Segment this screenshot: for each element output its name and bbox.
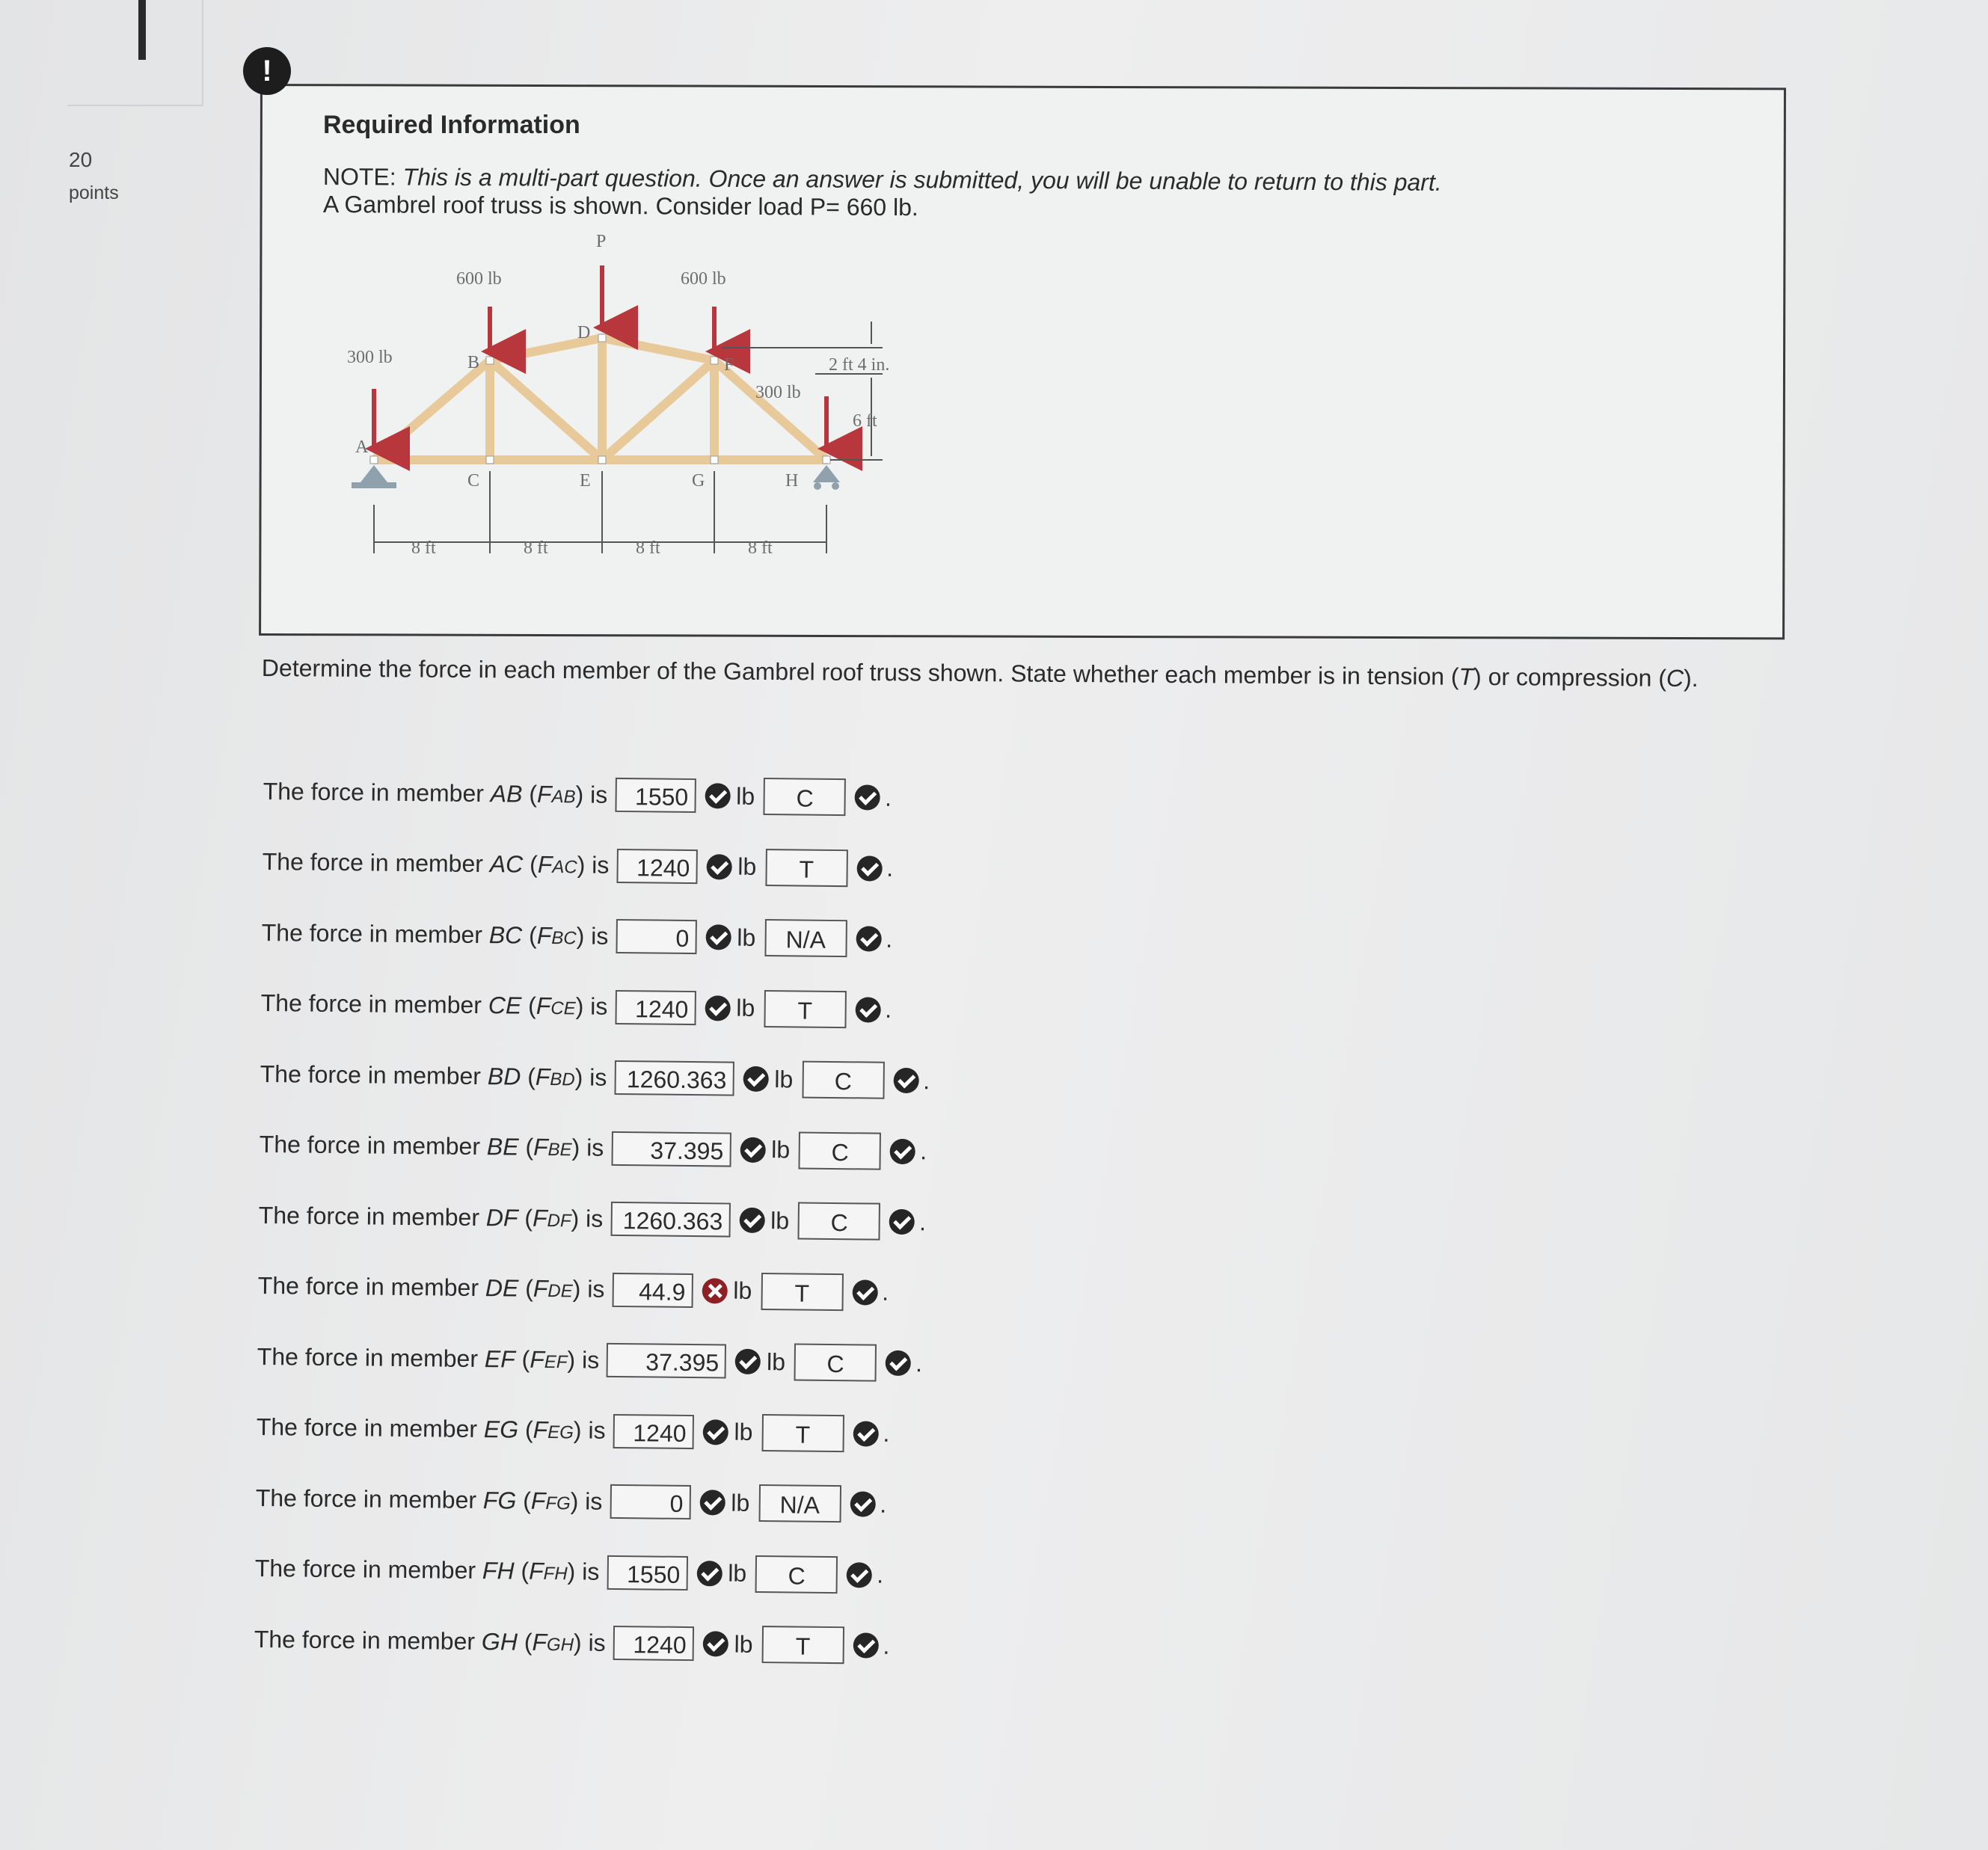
load-300-left-label: 300 lb bbox=[347, 348, 393, 367]
load-300-right-label: 300 lb bbox=[755, 383, 801, 402]
row-period: . bbox=[886, 854, 894, 882]
row-period: . bbox=[885, 995, 892, 1023]
force-unit: lb bbox=[771, 1136, 791, 1164]
joint-label-b: B bbox=[467, 353, 480, 372]
answer-row-bc bbox=[261, 912, 892, 960]
check-circle-icon bbox=[739, 1208, 764, 1233]
force-unit: lb bbox=[734, 1630, 753, 1658]
tension-compression-select[interactable]: T bbox=[764, 990, 847, 1028]
member-subscript: DE bbox=[547, 1281, 573, 1302]
tension-compression-select[interactable]: T bbox=[765, 849, 848, 887]
tension-compression-select[interactable]: T bbox=[761, 1273, 844, 1311]
force-unit: lb bbox=[770, 1206, 790, 1234]
answer-row-fh bbox=[255, 1547, 884, 1596]
member-name: CE bbox=[488, 992, 522, 1019]
member-name: GH bbox=[481, 1627, 518, 1656]
dim-span-label: 8 ft bbox=[524, 538, 548, 558]
force-value-input[interactable]: 0 bbox=[616, 919, 696, 954]
check-circle-icon bbox=[855, 784, 880, 810]
question-is: is bbox=[589, 1063, 607, 1091]
question-prefix: The force in member bbox=[257, 1271, 479, 1302]
answer-question: The force in member DF ( F DF ) is bbox=[258, 1201, 604, 1232]
check-circle-icon bbox=[705, 783, 730, 808]
force-value-input[interactable]: 1240 bbox=[616, 848, 697, 883]
force-unit: lb bbox=[737, 924, 756, 951]
member-name: DF bbox=[485, 1203, 518, 1232]
answer-row-ef bbox=[257, 1336, 922, 1384]
tension-compression-select[interactable]: T bbox=[761, 1414, 844, 1452]
load-600-right-label: 600 lb bbox=[681, 269, 726, 289]
x-circle-icon bbox=[702, 1278, 727, 1303]
joint-label-h: H bbox=[785, 471, 799, 491]
question-prefix: The force in member bbox=[254, 1625, 476, 1655]
question-prefix: The force in member bbox=[259, 1130, 481, 1161]
member-subscript: CE bbox=[550, 998, 576, 1019]
answer-question: The force in member AB ( F AB ) is bbox=[263, 777, 608, 808]
joint-label-e: E bbox=[580, 471, 591, 491]
tension-compression-select[interactable]: C bbox=[764, 778, 847, 816]
member-subscript: GH bbox=[546, 1634, 574, 1655]
check-circle-icon bbox=[702, 1631, 728, 1656]
answer-question: The force in member BE ( F BE ) is bbox=[259, 1130, 604, 1161]
member-name: BD bbox=[487, 1062, 521, 1090]
answer-row-fg bbox=[256, 1477, 887, 1525]
question-is: is bbox=[587, 1275, 605, 1303]
member-name: BE bbox=[486, 1133, 519, 1161]
instructions-tension-symbol: T bbox=[1458, 663, 1474, 690]
force-unit: lb bbox=[766, 1347, 786, 1375]
question-prefix: The force in member bbox=[263, 777, 485, 807]
force-value-input[interactable]: 1260.363 bbox=[614, 1060, 734, 1096]
check-circle-icon bbox=[856, 926, 881, 951]
question-nav-marker bbox=[138, 0, 146, 60]
question-is: is bbox=[590, 992, 608, 1020]
force-value-input[interactable]: 0 bbox=[610, 1484, 690, 1519]
force-value-input[interactable]: 1240 bbox=[613, 1413, 693, 1448]
check-circle-icon bbox=[740, 1137, 765, 1162]
member-name: AC bbox=[489, 850, 524, 878]
points-label: points bbox=[69, 182, 119, 203]
check-circle-icon bbox=[735, 1349, 761, 1374]
question-prefix: The force in member bbox=[257, 1342, 479, 1372]
tension-compression-select[interactable]: C bbox=[802, 1061, 885, 1099]
answer-question: The force in member CE ( F CE ) is bbox=[260, 989, 608, 1020]
answer-row-eg bbox=[257, 1406, 890, 1454]
question-is: is bbox=[588, 1416, 606, 1444]
member-subscript: FG bbox=[545, 1493, 571, 1514]
check-circle-icon bbox=[696, 1561, 722, 1586]
instructions-mid: ) or compression ( bbox=[1473, 663, 1667, 692]
member-subscript: DF bbox=[547, 1210, 571, 1231]
check-circle-icon bbox=[890, 1138, 915, 1164]
check-circle-icon bbox=[743, 1066, 768, 1092]
row-period: . bbox=[884, 784, 892, 811]
question-prefix: The force in member bbox=[261, 918, 483, 948]
force-value-input[interactable]: 1550 bbox=[607, 1555, 687, 1590]
member-name: FH bbox=[482, 1557, 515, 1585]
member-name: AB bbox=[490, 779, 523, 808]
tension-compression-select[interactable]: T bbox=[761, 1626, 844, 1664]
question-is: is bbox=[582, 1558, 600, 1585]
row-period: . bbox=[919, 1137, 927, 1165]
question-nav-tab[interactable] bbox=[67, 0, 203, 106]
tension-compression-select[interactable]: N/A bbox=[758, 1484, 841, 1522]
question-is: is bbox=[589, 781, 608, 808]
answer-question: The force in member GH ( F GH ) is bbox=[254, 1625, 606, 1656]
question-prefix: The force in member bbox=[256, 1413, 478, 1443]
joint-label-g: G bbox=[692, 471, 705, 491]
member-subscript: BE bbox=[547, 1140, 572, 1161]
note-prefix: NOTE: bbox=[322, 163, 396, 191]
note-text: This is a multi-part question. Once an answer is submitted, you will be unable to return to this part. bbox=[402, 163, 1442, 196]
member-name: EF bbox=[484, 1345, 515, 1373]
check-circle-icon bbox=[705, 995, 730, 1021]
row-period: . bbox=[883, 1419, 890, 1447]
answer-question: The force in member AC ( F AC ) is bbox=[262, 847, 610, 879]
check-circle-icon bbox=[853, 1632, 878, 1658]
force-unit: lb bbox=[733, 1276, 752, 1304]
answer-row-bd bbox=[260, 1053, 930, 1101]
dim-6ft-label: 6 ft bbox=[853, 411, 877, 431]
answer-question: The force in member FH ( F FH ) is bbox=[254, 1554, 600, 1585]
joint-label-a: A bbox=[355, 437, 369, 457]
problem-intro: A Gambrel roof truss is shown. Consider load P= 660 lb. bbox=[322, 191, 918, 221]
force-value-input[interactable]: 1240 bbox=[615, 989, 696, 1024]
force-unit: lb bbox=[736, 782, 755, 810]
member-subscript: EF bbox=[544, 1351, 568, 1372]
joint-label-f: F bbox=[724, 355, 734, 375]
check-circle-icon bbox=[852, 1279, 877, 1305]
instructions-post: ). bbox=[1683, 664, 1699, 692]
member-subscript: BC bbox=[551, 927, 577, 948]
row-period: . bbox=[918, 1208, 927, 1235]
member-name: EG bbox=[483, 1416, 519, 1443]
check-circle-icon bbox=[705, 924, 731, 950]
member-name: BC bbox=[488, 921, 523, 949]
question-prefix: The force in member bbox=[255, 1484, 477, 1514]
force-value-input[interactable]: 44.9 bbox=[612, 1272, 693, 1307]
question-is: is bbox=[592, 851, 610, 879]
member-name: DE bbox=[485, 1274, 519, 1302]
load-600-left-label: 600 lb bbox=[456, 269, 502, 289]
row-period: . bbox=[877, 1561, 884, 1588]
row-period: . bbox=[915, 1349, 923, 1377]
question-prefix: The force in member bbox=[260, 989, 482, 1019]
answer-question: The force in member BD ( F BD ) is bbox=[260, 1060, 607, 1091]
member-name: FG bbox=[482, 1486, 517, 1514]
member-subscript: FH bbox=[543, 1563, 568, 1585]
question-is: is bbox=[585, 1205, 604, 1232]
force-unit: lb bbox=[736, 994, 755, 1021]
question-is: is bbox=[581, 1346, 600, 1374]
member-subscript: AB bbox=[551, 786, 576, 807]
question-prefix: The force in member bbox=[260, 1060, 482, 1090]
answer-question: The force in member FG ( F FG ) is bbox=[255, 1484, 603, 1515]
instructions-compression-symbol: C bbox=[1666, 664, 1684, 692]
answer-row-de bbox=[257, 1264, 889, 1313]
check-circle-icon bbox=[847, 1562, 872, 1588]
question-is: is bbox=[586, 1134, 604, 1161]
check-circle-icon bbox=[702, 1419, 728, 1445]
force-unit: lb bbox=[728, 1559, 747, 1587]
alert-icon: ! bbox=[243, 47, 291, 95]
force-unit: lb bbox=[737, 852, 757, 880]
row-period: . bbox=[886, 925, 893, 953]
dim-span-label: 8 ft bbox=[748, 538, 773, 558]
tension-compression-select[interactable]: C bbox=[794, 1343, 877, 1381]
question-prefix: The force in member bbox=[254, 1554, 476, 1585]
check-circle-icon bbox=[706, 854, 731, 879]
check-circle-icon bbox=[850, 1491, 875, 1516]
force-unit: lb bbox=[731, 1489, 750, 1516]
answer-row-gh bbox=[254, 1618, 890, 1667]
answer-row-ab bbox=[263, 770, 892, 819]
instructions-pre: Determine the force in each member of the Gambrel roof truss shown. State whether each member is in tension ( bbox=[261, 654, 1459, 690]
answer-question: The force in member DE ( F DE ) is bbox=[257, 1271, 605, 1303]
check-circle-icon bbox=[893, 1068, 918, 1093]
force-unit: lb bbox=[774, 1065, 794, 1093]
question-is: is bbox=[591, 922, 609, 950]
answer-question: The force in member EF ( F EF ) is bbox=[257, 1342, 600, 1374]
load-p-label: P bbox=[596, 232, 607, 251]
question-prefix: The force in member bbox=[258, 1201, 480, 1231]
answer-question: The force in member EG ( F EG ) is bbox=[256, 1413, 606, 1444]
dim-span-label: 8 ft bbox=[636, 538, 660, 558]
member-subscript: EG bbox=[547, 1422, 574, 1443]
tension-compression-select[interactable]: C bbox=[798, 1202, 881, 1241]
member-subscript: BD bbox=[550, 1069, 575, 1090]
answer-row-df bbox=[258, 1194, 926, 1243]
force-value-input[interactable]: 1260.363 bbox=[610, 1202, 730, 1238]
question-is: is bbox=[588, 1629, 606, 1656]
check-circle-icon bbox=[855, 997, 880, 1022]
answer-row-be bbox=[259, 1123, 927, 1172]
tension-compression-select[interactable]: N/A bbox=[764, 919, 847, 957]
dim-span-label: 8 ft bbox=[411, 538, 436, 558]
member-subscript: AC bbox=[552, 857, 577, 878]
check-circle-icon bbox=[856, 855, 882, 881]
answer-question: The force in member BC ( F BC ) is bbox=[261, 918, 609, 950]
joint-label-c: C bbox=[467, 471, 480, 491]
check-circle-icon bbox=[889, 1209, 915, 1235]
check-circle-icon bbox=[853, 1421, 878, 1446]
truss-diagram bbox=[329, 224, 957, 568]
points-value: 20 bbox=[69, 148, 93, 171]
joint-label-d: D bbox=[577, 323, 591, 342]
question-prefix: The force in member bbox=[262, 847, 484, 878]
tension-compression-select[interactable]: C bbox=[799, 1131, 882, 1170]
force-value-input[interactable]: 1550 bbox=[615, 778, 696, 813]
force-value-input[interactable]: 37.395 bbox=[607, 1343, 726, 1379]
required-info-title: Required Information bbox=[323, 111, 580, 139]
row-period: . bbox=[882, 1278, 889, 1306]
check-circle-icon bbox=[886, 1350, 911, 1376]
answer-row-ce bbox=[260, 982, 892, 1030]
answer-row-ac bbox=[262, 841, 893, 889]
dim-2ft4in-label: 2 ft 4 in. bbox=[829, 355, 890, 375]
row-period: . bbox=[880, 1490, 887, 1518]
row-period: . bbox=[883, 1632, 890, 1659]
answer-list bbox=[254, 770, 1161, 1677]
force-unit: lb bbox=[734, 1418, 753, 1445]
force-value-input[interactable]: 37.395 bbox=[611, 1131, 731, 1167]
check-circle-icon bbox=[699, 1490, 725, 1515]
force-value-input[interactable]: 1240 bbox=[613, 1626, 693, 1661]
row-period: . bbox=[923, 1066, 930, 1094]
supports bbox=[352, 465, 840, 490]
question-is: is bbox=[585, 1487, 603, 1515]
tension-compression-select[interactable]: C bbox=[755, 1555, 838, 1593]
